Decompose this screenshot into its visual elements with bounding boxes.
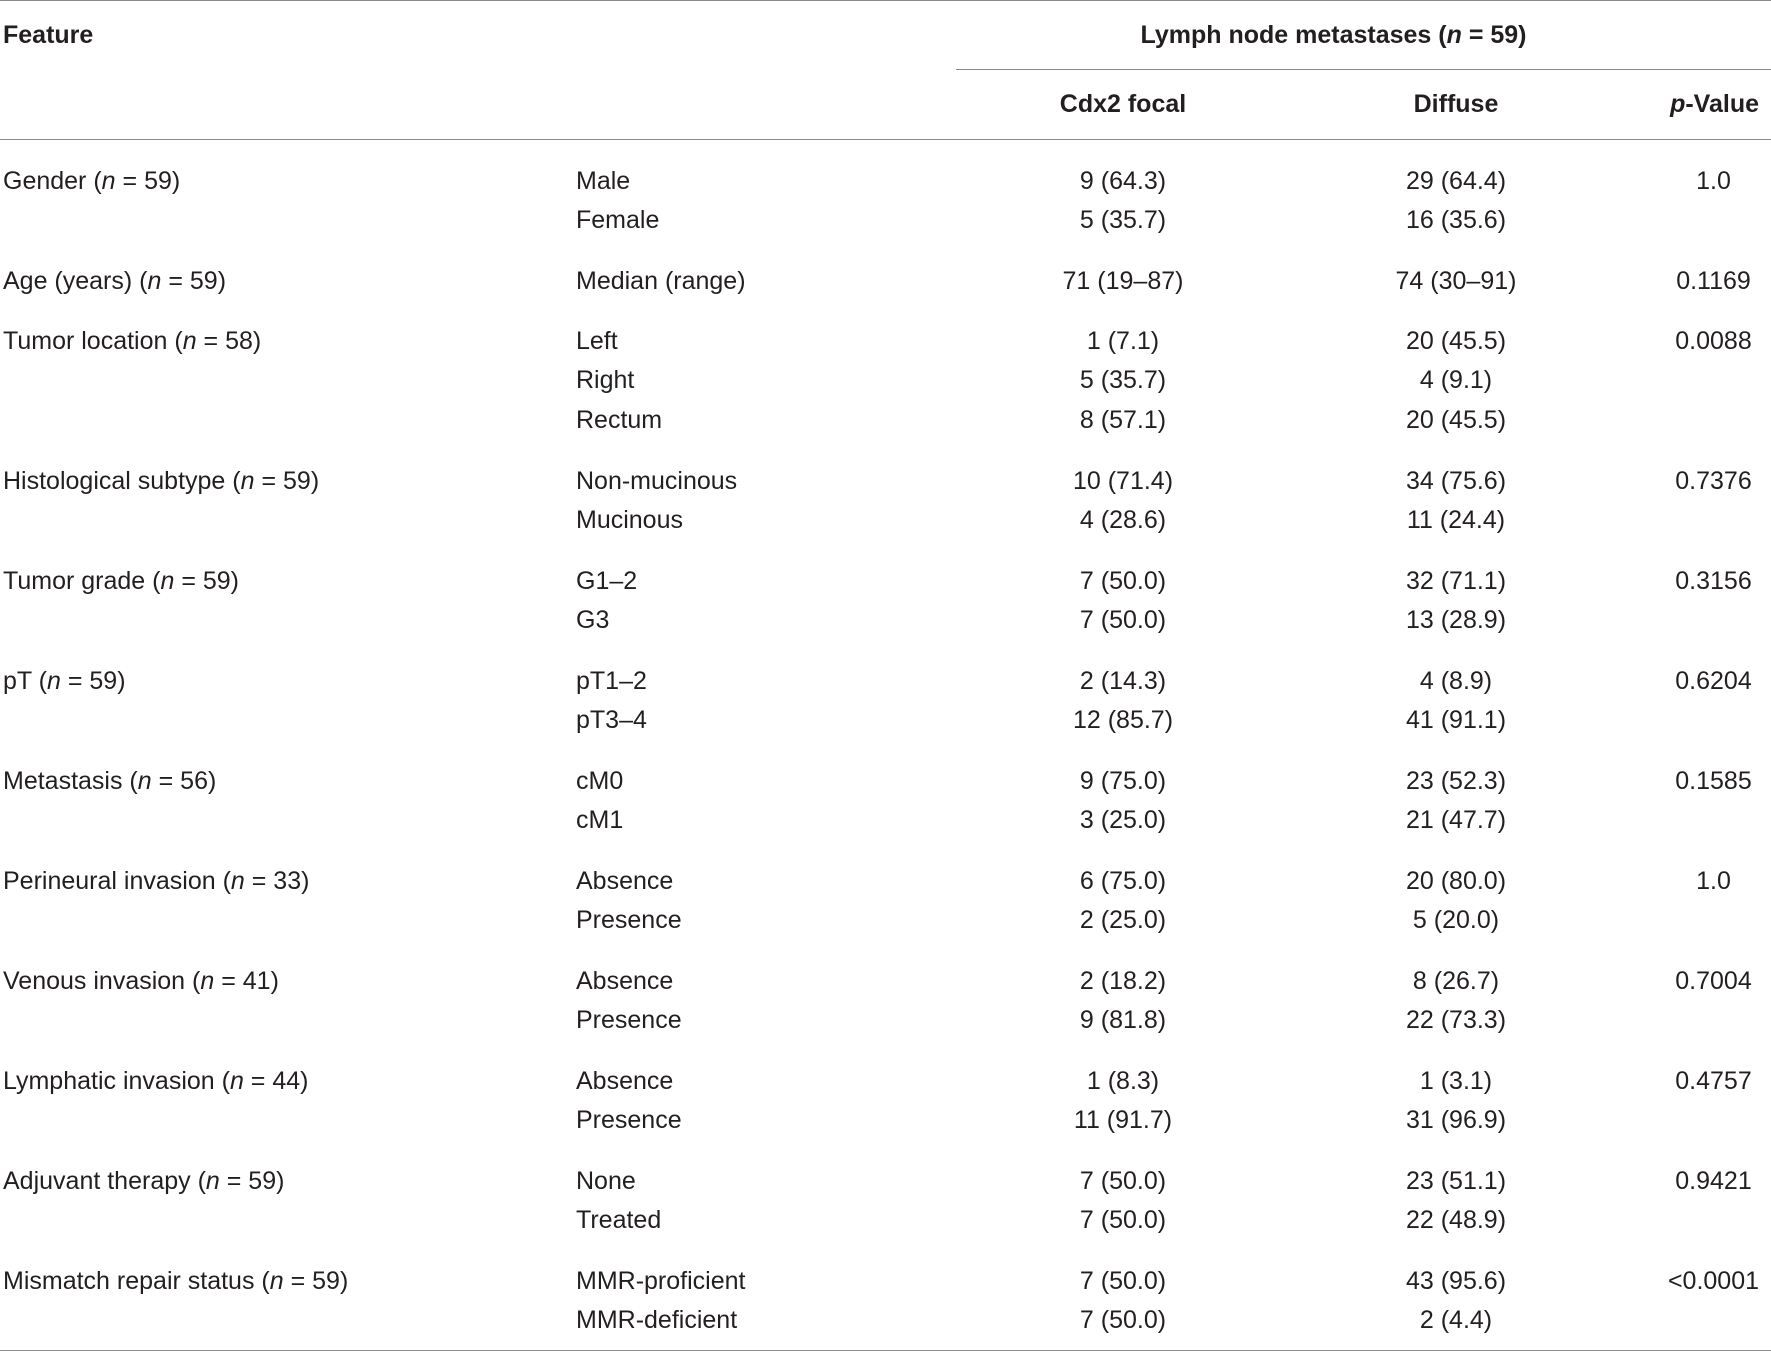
feature-cell — [0, 700, 572, 740]
table-row — [0, 440, 1771, 500]
diffuse-cell: 20 (80.0) — [1405, 867, 1507, 895]
n-value: = 59) — [60, 667, 126, 695]
category-cell: Non-mucinous — [576, 467, 738, 495]
category-cell: cM0 — [576, 767, 624, 795]
category-cell: Absence — [576, 1067, 674, 1095]
diffuse-cell: 4 (8.9) — [1419, 667, 1493, 695]
category-cell: Mucinous — [576, 505, 683, 534]
table-row — [0, 1000, 1771, 1040]
category-cell: None — [576, 1167, 636, 1195]
n-label: n — [101, 167, 116, 195]
feature-cell — [0, 840, 572, 900]
feature-header: Feature — [3, 20, 94, 49]
cdx2-focal-cell: 4 (28.6) — [1079, 505, 1167, 534]
diffuse-cell: 13 (28.9) — [1405, 605, 1507, 634]
feature-cell — [0, 940, 572, 1000]
cdx2-focal-cell: 2 (25.0) — [1079, 905, 1167, 934]
p-value-cell — [1622, 1200, 1771, 1240]
feature-cell — [0, 200, 572, 240]
feature-label: Histological subtype ( — [3, 467, 241, 495]
feature-label: Tumor location ( — [3, 327, 183, 355]
lymph-node-header: Lymph node metastases (n = 59) — [956, 1, 1771, 70]
table-row — [0, 1040, 1771, 1100]
n-value: = 59) — [254, 467, 320, 495]
diffuse-cell: 20 (45.5) — [1405, 327, 1507, 355]
category-cell: Left — [576, 327, 618, 355]
diffuse-cell: 43 (95.6) — [1405, 1267, 1507, 1295]
category-cell: MMR-proficient — [576, 1267, 746, 1295]
category-cell: Rectum — [576, 405, 663, 434]
p-value-cell: 0.3156 — [1675, 567, 1752, 595]
category-cell: Absence — [576, 967, 674, 995]
n-value: = 59) — [115, 167, 181, 195]
n-label: n — [160, 567, 175, 595]
diffuse-cell: 1 (3.1) — [1419, 1067, 1493, 1095]
feature-cell — [0, 1100, 572, 1140]
table-row — [0, 1140, 1771, 1200]
n-label: n — [47, 667, 61, 695]
cdx2-focal-cell: 3 (25.0) — [1079, 805, 1167, 834]
cdx2-focal-cell: 10 (71.4) — [1072, 467, 1174, 495]
n-label: n — [137, 767, 152, 795]
p-value-cell: 0.7004 — [1675, 967, 1752, 995]
cdx2-focal-cell: 6 (75.0) — [1079, 867, 1167, 895]
category-cell: Presence — [576, 1105, 682, 1134]
table-body — [0, 140, 1771, 1351]
table-row — [0, 360, 1771, 400]
cdx2-focal-cell: 9 (81.8) — [1079, 1005, 1167, 1034]
p-value-cell — [1622, 600, 1771, 640]
table-row — [0, 1300, 1771, 1351]
feature-cell — [0, 500, 572, 540]
diffuse-cell: 11 (24.4) — [1406, 505, 1506, 534]
feature-label: Lymphatic invasion ( — [3, 1067, 230, 1095]
feature-cell — [0, 300, 572, 360]
n-label: n — [200, 967, 215, 995]
empty-header — [572, 1, 956, 70]
feature-label: pT ( — [3, 667, 47, 695]
cdx2-focal-cell: 8 (57.1) — [1079, 405, 1167, 434]
n-label: n — [147, 267, 162, 295]
cdx2-focal-cell: 2 (14.3) — [1079, 667, 1167, 695]
n-value: = 59) — [174, 567, 239, 595]
cdx2-focal-cell: 7 (50.0) — [1079, 605, 1167, 634]
feature-cell — [0, 1040, 572, 1100]
p-value-header: p-Value — [1622, 70, 1771, 140]
n-value: = 33) — [244, 867, 310, 895]
cdx2-focal-cell: 12 (85.7) — [1072, 705, 1174, 734]
category-cell: Presence — [576, 905, 682, 934]
p-value-cell: 0.7376 — [1675, 467, 1752, 495]
category-cell: Median (range) — [576, 267, 746, 295]
p-value-cell: 1.0 — [1696, 867, 1731, 895]
category-cell: pT1–2 — [576, 667, 647, 695]
table-row — [0, 540, 1771, 600]
cdx2-focal-cell: 7 (50.0) — [956, 1300, 1290, 1351]
header-row-1 — [0, 1, 1771, 70]
category-cell: Female — [576, 205, 660, 234]
category-cell: Right — [576, 365, 635, 394]
p-value-cell — [1622, 1300, 1771, 1351]
cdx2-focal-cell: 7 (50.0) — [1079, 1167, 1167, 1195]
table-row — [0, 240, 1771, 300]
n-label: n — [269, 1267, 284, 1295]
header-row-2 — [0, 70, 1771, 140]
table-row — [0, 1200, 1771, 1240]
feature-cell — [0, 1200, 572, 1240]
diffuse-cell: 8 (26.7) — [1412, 967, 1500, 995]
feature-label: Gender ( — [3, 167, 102, 195]
cdx2-focal-cell: 11 (91.7) — [1073, 1105, 1173, 1134]
n-label: n — [182, 327, 197, 355]
category-cell: G3 — [576, 605, 610, 634]
cdx2-focal-cell: 9 (75.0) — [1079, 767, 1167, 795]
p-value-cell — [1622, 900, 1771, 940]
feature-label: Perineural invasion ( — [3, 867, 231, 895]
category-cell: Presence — [576, 1005, 682, 1034]
cdx2-focal-cell: 7 (50.0) — [1079, 567, 1167, 595]
diffuse-cell: 2 (4.4) — [1290, 1300, 1622, 1351]
table-row — [0, 800, 1771, 840]
p-value-cell — [1622, 700, 1771, 740]
feature-label: Metastasis ( — [3, 767, 138, 795]
feature-cell — [0, 540, 572, 600]
table-row — [0, 740, 1771, 800]
table-row — [0, 940, 1771, 1000]
diffuse-cell: 5 (20.0) — [1412, 905, 1500, 934]
p-value-cell: 0.9421 — [1675, 1167, 1752, 1195]
diffuse-cell: 4 (9.1) — [1419, 365, 1493, 394]
table-row — [0, 200, 1771, 240]
category-cell: MMR-deficient — [572, 1300, 956, 1351]
cdx2-focal-cell: 1 (7.1) — [1086, 327, 1160, 355]
n-value: = 56) — [151, 767, 217, 795]
feature-label: Adjuvant therapy ( — [3, 1167, 206, 1195]
cdx2-focal-cell: 7 (50.0) — [1079, 1267, 1167, 1295]
table-row — [0, 640, 1771, 700]
p-value-cell: 1.0 — [1696, 167, 1731, 195]
category-cell: Male — [576, 167, 631, 195]
p-value-cell — [1622, 800, 1771, 840]
feature-cell — [0, 600, 572, 640]
feature-cell — [0, 400, 572, 440]
table-row — [0, 600, 1771, 640]
n-label: n — [229, 1067, 244, 1095]
feature-cell — [0, 240, 572, 300]
n-value: = 44) — [243, 1067, 309, 1095]
diffuse-cell: 22 (73.3) — [1405, 1005, 1507, 1034]
diffuse-cell: 23 (51.1) — [1405, 1167, 1507, 1195]
diffuse-cell: 74 (30–91) — [1395, 267, 1517, 295]
p-value-cell: 0.6204 — [1675, 667, 1752, 695]
n-value: = 58) — [196, 327, 262, 355]
p-value-cell: 0.4757 — [1675, 1067, 1752, 1095]
category-cell: Treated — [576, 1205, 662, 1234]
diffuse-header: Diffuse — [1290, 70, 1622, 140]
diffuse-cell: 21 (47.7) — [1405, 805, 1507, 834]
feature-cell — [0, 1140, 572, 1200]
p-value-cell — [1622, 200, 1771, 240]
table-row — [0, 400, 1771, 440]
cdx2-focal-cell: 7 (50.0) — [1079, 1205, 1167, 1234]
p-value-cell: 0.1169 — [1676, 267, 1751, 295]
p-value-cell: 0.1585 — [1675, 767, 1752, 795]
p-value-cell — [1622, 1100, 1771, 1140]
feature-cell — [0, 360, 572, 400]
diffuse-cell: 22 (48.9) — [1405, 1205, 1507, 1234]
feature-cell — [0, 640, 572, 700]
diffuse-cell: 34 (75.6) — [1405, 467, 1507, 495]
diffuse-cell: 16 (35.6) — [1405, 205, 1507, 234]
p-value-cell — [1622, 1000, 1771, 1040]
p-value-cell: 0.0088 — [1675, 327, 1752, 355]
n-label: n — [205, 1167, 220, 1195]
table-row — [0, 140, 1771, 201]
feature-cell — [0, 140, 572, 201]
cdx2-focal-cell: 1 (8.3) — [1086, 1067, 1160, 1095]
table-row — [0, 700, 1771, 740]
feature-cell — [0, 1240, 572, 1300]
feature-cell — [0, 900, 572, 940]
table-row — [0, 900, 1771, 940]
diffuse-cell: 20 (45.5) — [1405, 405, 1507, 434]
n-label: n — [240, 467, 255, 495]
table-row — [0, 1100, 1771, 1140]
feature-label: Tumor grade ( — [3, 567, 161, 595]
cdx2-focal-cell: 2 (18.2) — [1079, 967, 1167, 995]
feature-label: Venous invasion ( — [3, 967, 201, 995]
category-cell: Absence — [576, 867, 674, 895]
table-row — [0, 840, 1771, 900]
category-cell: G1–2 — [576, 567, 638, 595]
feature-label: Age (years) ( — [3, 267, 148, 295]
p-value-cell — [1622, 360, 1771, 400]
diffuse-cell: 23 (52.3) — [1405, 767, 1507, 795]
p-value-cell — [1622, 400, 1771, 440]
cdx2-focal-cell: 5 (35.7) — [1079, 365, 1167, 394]
n-value: = 59) — [283, 1267, 349, 1295]
cdx2-focal-cell: 5 (35.7) — [1079, 205, 1167, 234]
category-cell: pT3–4 — [576, 705, 647, 734]
diffuse-cell: 41 (91.1) — [1405, 705, 1507, 734]
diffuse-cell: 31 (96.9) — [1405, 1105, 1507, 1134]
feature-cell — [0, 1000, 572, 1040]
diffuse-cell: 32 (71.1) — [1405, 567, 1507, 595]
empty-header-b — [572, 70, 956, 140]
feature-label: Mismatch repair status ( — [3, 1267, 270, 1295]
cdx2-focal-cell: 9 (64.3) — [1079, 167, 1167, 195]
cdx2-focal-cell: 71 (19–87) — [1062, 267, 1184, 295]
p-value-cell: <0.0001 — [1667, 1267, 1760, 1295]
diffuse-cell: 29 (64.4) — [1405, 167, 1507, 195]
cdx2-focal-header: Cdx2 focal — [956, 70, 1290, 140]
table-row — [0, 500, 1771, 540]
n-value: = 41) — [214, 967, 279, 995]
n-label: n — [230, 867, 245, 895]
p-value-cell — [1622, 500, 1771, 540]
empty-header-a — [0, 70, 572, 140]
n-value: = 59) — [219, 1167, 285, 1195]
feature-cell — [0, 440, 572, 500]
table-row — [0, 1240, 1771, 1300]
category-cell: cM1 — [576, 805, 624, 834]
feature-cell — [0, 800, 572, 840]
n-value: = 59) — [161, 267, 227, 295]
table-row — [0, 300, 1771, 360]
feature-cell — [0, 1300, 572, 1351]
feature-cell — [0, 740, 572, 800]
